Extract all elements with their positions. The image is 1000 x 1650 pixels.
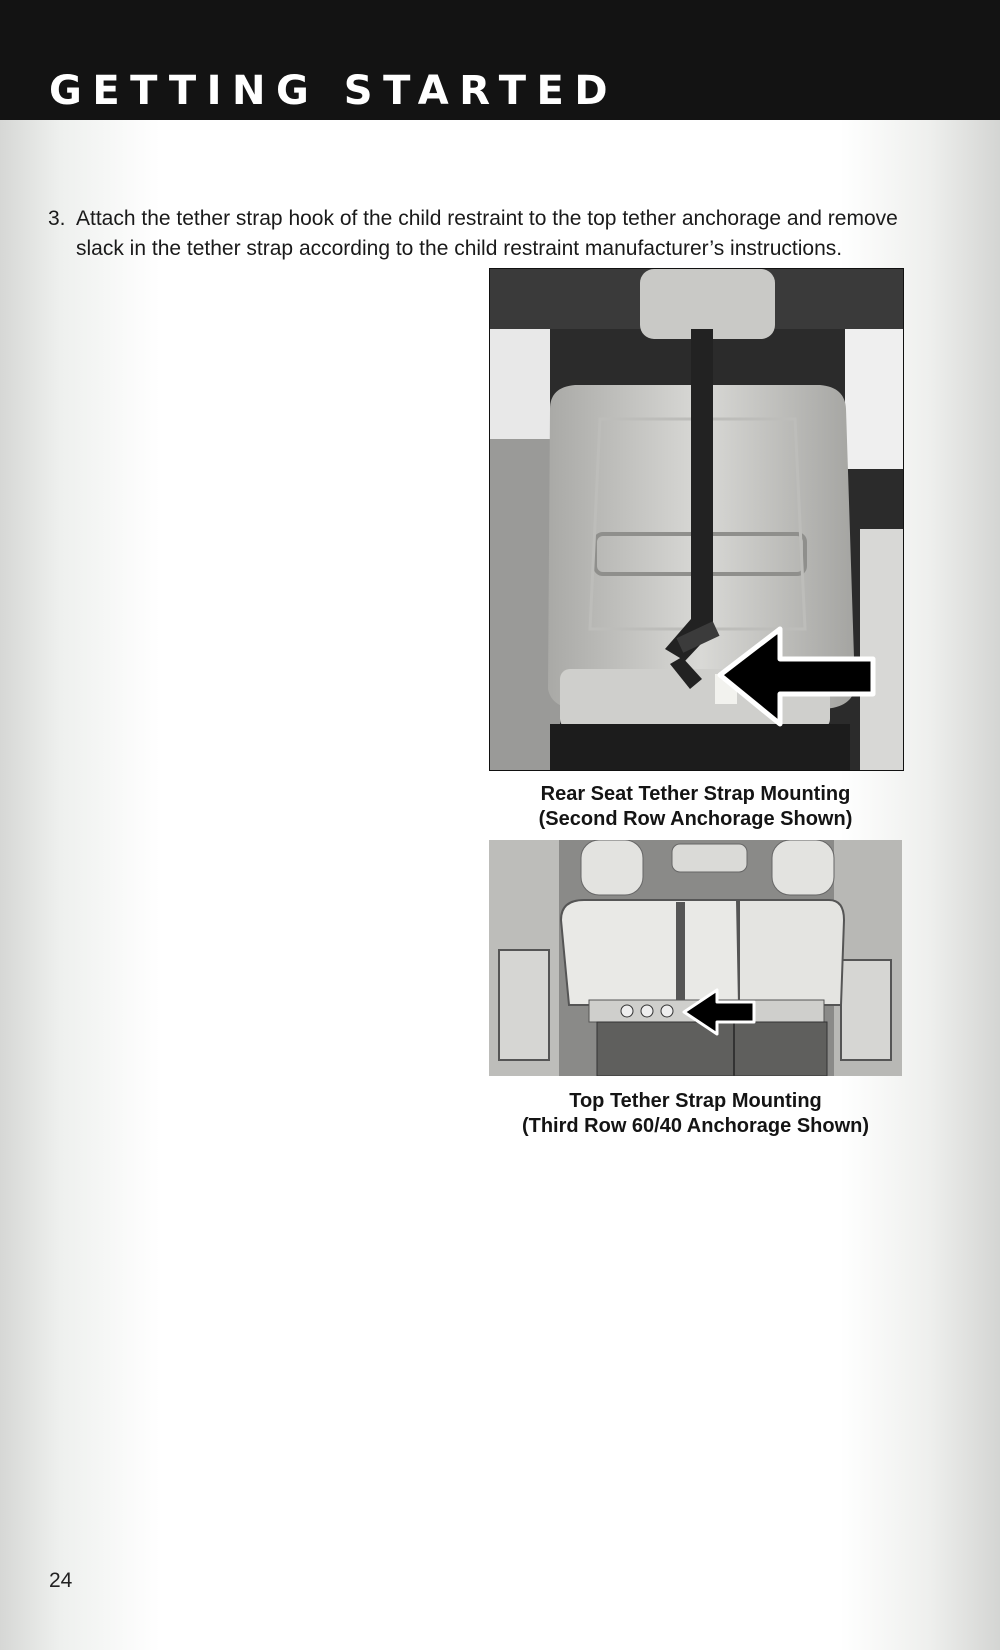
figure-2-caption [489, 1089, 902, 1139]
section-title: GETTING STARTED [49, 68, 619, 114]
caption-line: (Second Row Anchorage Shown) [538, 808, 853, 830]
caption-line: (Third Row 60/40 Anchorage Shown) [521, 1115, 870, 1137]
third-row-tether-illustration [489, 840, 902, 1076]
step-number: 3. [48, 207, 66, 230]
caption-line: Rear Seat Tether Strap Mounting [540, 783, 851, 805]
figure-1-caption [489, 782, 902, 832]
instruction-step [48, 204, 908, 264]
step-text: Attach the tether strap hook of the child restraint to the top tether anchorage and remove slack in the tether strap according to the child restraint manufacturer’s instructions. [76, 207, 898, 260]
rear-seat-tether-photo [489, 268, 904, 771]
page-header [0, 0, 1000, 120]
caption-line: Top Tether Strap Mounting [569, 1090, 822, 1112]
page-number: 24 [49, 1569, 73, 1592]
